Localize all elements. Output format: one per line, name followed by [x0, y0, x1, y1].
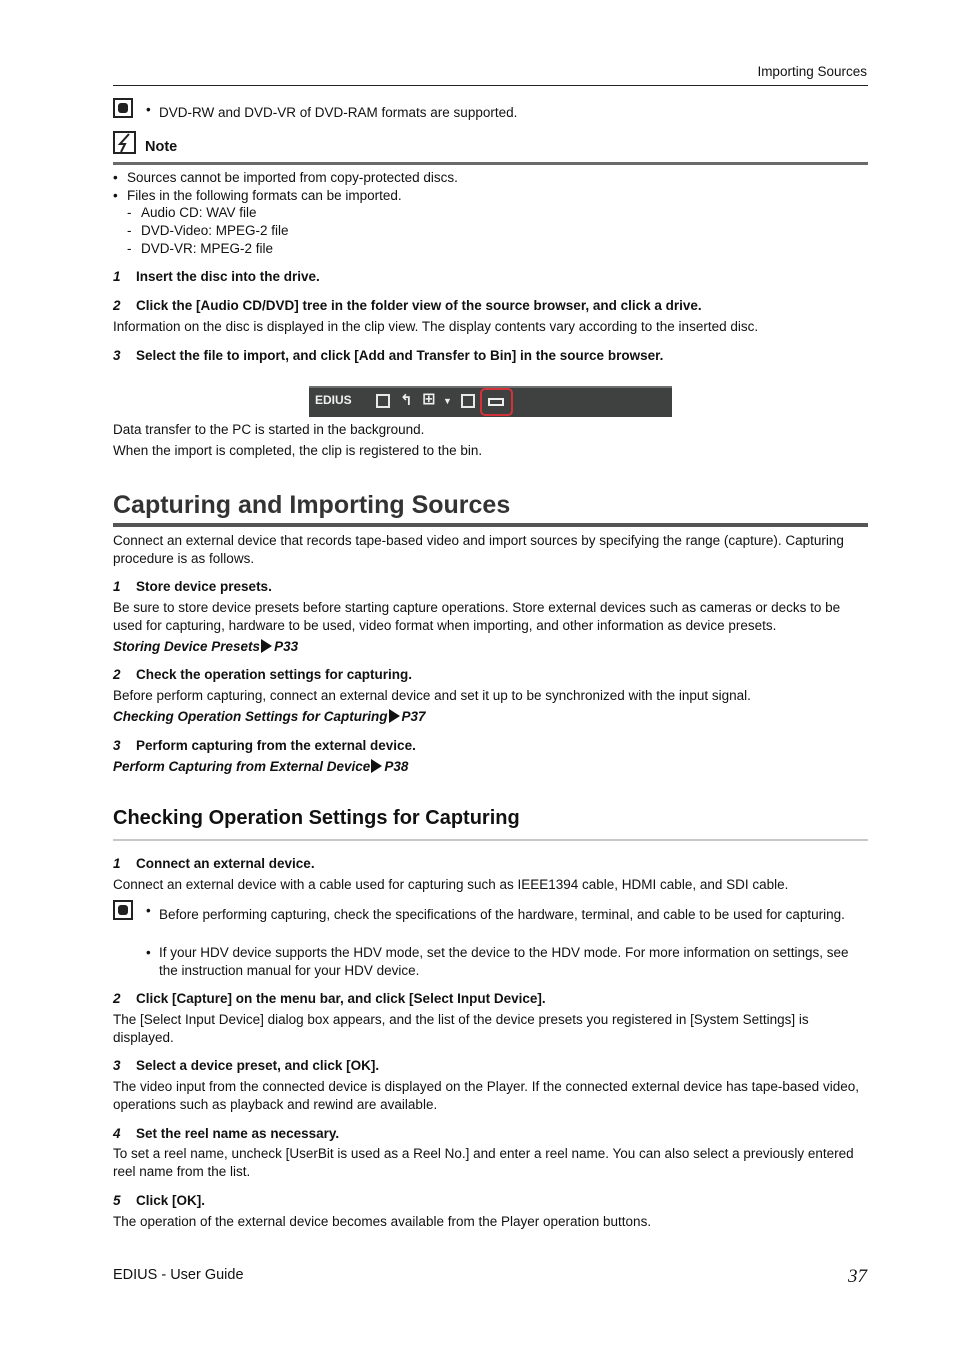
check-step-body: The operation of the external device becomes available from the Player operation buttons. — [113, 1214, 652, 1229]
tip-bullet: • — [146, 903, 151, 918]
check-step: 3 Select a device preset, and click [OK]. — [113, 1058, 380, 1073]
note-bullet: • — [113, 188, 118, 203]
running-header: Importing Sources — [757, 64, 867, 79]
after-toolbar-text: When the import is completed, the clip is registered to the bin. — [113, 443, 483, 458]
check-step: 1 Connect an external device. — [113, 856, 315, 871]
add-transfer-bin-button[interactable] — [480, 388, 513, 416]
check-step-body: To set a reel name, uncheck [UserBit is used as a Reel No.] and enter a reel name. You can also select a previously entered reel name from the list. — [113, 1146, 854, 1179]
footer-guide: EDIUS - User Guide — [113, 1267, 244, 1283]
chevron-down-icon[interactable]: ▼ — [443, 396, 452, 406]
tip-bullet: • — [146, 102, 151, 117]
note-subitem-dash: - — [127, 241, 132, 256]
note-bullet: • — [113, 170, 118, 185]
check-step-body: Connect an external device with a cable used for capturing such as IEEE1394 cable, HDMI cable, and SDI cable. — [113, 877, 789, 892]
page-number: 37 — [848, 1266, 867, 1287]
section-title: Capturing and Importing Sources — [113, 491, 511, 519]
note-icon — [113, 131, 137, 155]
import-step: 2 Click the [Audio CD/DVD] tree in the folder view of the source browser, and click a drive. — [113, 298, 702, 313]
check-step: 5 Click [OK]. — [113, 1193, 206, 1208]
check-step: 4 Set the reel name as necessary. — [113, 1126, 340, 1141]
capture-step-body: Be sure to store device presets before starting capture operations. Store external devices such as cameras or decks to be used for capturing, hardware to be used, video format when importing, and other information as device presets. — [113, 600, 841, 633]
check-step: 2 Click [Capture] on the menu bar, and click [Select Input Device]. — [113, 991, 546, 1006]
note-rule — [113, 162, 868, 165]
arrow-icon — [261, 639, 272, 653]
section-rule — [113, 523, 868, 527]
toolbar-brand: EDIUS — [315, 393, 352, 407]
note-label: Note — [145, 139, 178, 155]
section-intro: Connect an external device that records tape-based video and import sources by specifying the range (capture). Capturing procedure is as follows. — [113, 533, 844, 566]
note-item: Files in the following formats can be imported. — [127, 188, 402, 203]
cross-reference-link[interactable]: Perform Capturing from External Device P38 — [113, 759, 409, 774]
header-rule — [113, 85, 868, 86]
subsection-rule — [113, 839, 868, 841]
arrow-icon — [389, 709, 400, 723]
cross-reference-link[interactable]: Storing Device Presets P33 — [113, 639, 299, 654]
capture-step: 2 Check the operation settings for capturing. — [113, 667, 413, 682]
note-subitem: DVD-VR: MPEG-2 file — [141, 241, 274, 256]
note-subitem-dash: - — [127, 223, 132, 238]
import-step: 3 Select the file to import, and click [Add and Transfer to Bin] in the source browser. — [113, 348, 664, 363]
hand-icon — [113, 900, 133, 920]
import-step: 1 Insert the disc into the drive. — [113, 269, 320, 284]
subsection-title: Checking Operation Settings for Capturing — [113, 807, 520, 829]
arrow-icon — [371, 759, 382, 773]
capture-step: 1 Store device presets. — [113, 579, 272, 594]
capture-step-body: Before perform capturing, connect an external device and set it up to be synchronized with the input signal. — [113, 688, 751, 703]
import-step-body: Information on the disc is displayed in the clip view. The display contents vary according to the inserted disc. — [113, 319, 759, 334]
view-mode-icon[interactable]: ⊞ — [422, 391, 436, 408]
note-subitem-dash: - — [127, 205, 132, 220]
note-item: Sources cannot be imported from copy-protected discs. — [127, 170, 458, 185]
source-browser-toolbar — [309, 386, 672, 417]
window-icon[interactable] — [461, 394, 475, 408]
tip-text: If your HDV device supports the HDV mode, set the device to the HDV mode. For more information on settings, see the instruction manual for your HDV device. — [159, 945, 849, 978]
cross-reference-link[interactable]: Checking Operation Settings for Capturing P37 — [113, 709, 426, 724]
tip-text: DVD-RW and DVD-VR of DVD-RAM formats are supported. — [159, 105, 518, 120]
tip-text: Before performing capturing, check the specifications of the hardware, terminal, and cable to be used for capturing. — [159, 907, 845, 922]
capture-step: 3 Perform capturing from the external device. — [113, 738, 416, 753]
check-step-body: The video input from the connected device is displayed on the Player. If the connected external device has tape-based video, operations such as playback and rewind are available. — [113, 1079, 859, 1112]
note-subitem: Audio CD: WAV file — [141, 205, 257, 220]
check-step-body: The [Select Input Device] dialog box appears, and the list of the device presets you registered in [System Settings] is displayed. — [113, 1012, 809, 1045]
tip-bullet: • — [146, 945, 151, 960]
folder-icon[interactable] — [376, 394, 390, 408]
note-subitem: DVD-Video: MPEG-2 file — [141, 223, 289, 238]
hand-icon — [113, 98, 133, 118]
after-toolbar-text: Data transfer to the PC is started in the background. — [113, 422, 425, 437]
up-arrow-icon[interactable]: ↰ — [400, 392, 413, 409]
